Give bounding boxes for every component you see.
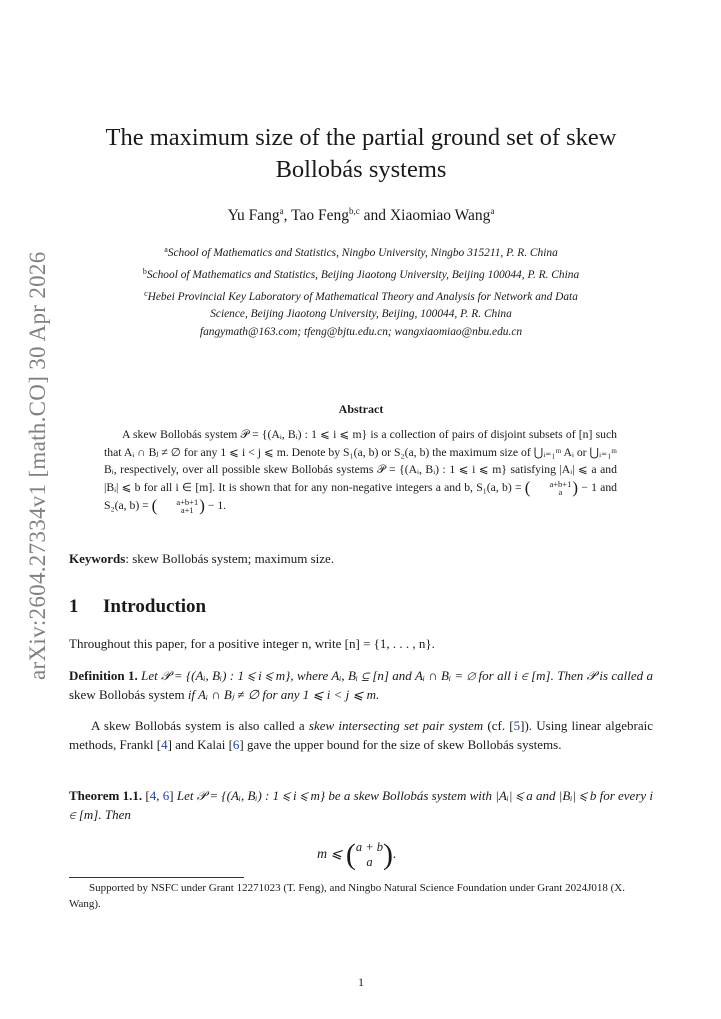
binom-paren: ( [345,838,356,871]
abstract-text: A skew Bollobás system 𝒫 = {(Aᵢ, Bᵢ) : 1 ⩽ i ⩽ m} is a collection of pairs of disjoint subsets of [n] such that Aᵢ ∩ Bⱼ ≠ ∅ for any 1 ⩽ i < j ⩽ m. Denote by S₁(a, b) or S₂(a, b) the maximum size of ⋃ᵢ₌₁ᵐ Aᵢ or ⋃ᵢ₌₁ᵐ Bᵢ, respectively, over all possible skew Bollobás systems 𝒫 = {(Aᵢ, Bᵢ) : 1 ⩽ i ⩽ m} satisfying |Aᵢ| ⩽ a and |Bᵢ| ⩽ b for all i ∈ [m]. It is shown that for any non-negative integers a and b, S₁(a, b) = [104,428,617,495]
binom-top: a + b [355,839,384,854]
para-text: ] and Kalai [ [167,737,233,752]
affiliations [69,241,653,342]
author-emails: fangymath@163.com; tfeng@bjtu.edu.cn; wangxiaomiao@nbu.edu.cn [199,326,523,339]
abstract-body [104,426,617,515]
citation-link[interactable]: 6 [162,788,170,803]
footnote-rule [69,877,244,878]
paragraph-2 [69,716,653,754]
affiliation-a [69,241,653,263]
affil-mark: c [144,288,148,298]
arxiv-identifier: arXiv:2604.27334v1 [math.CO] 30 Apr 2026 [25,251,50,680]
author-list [69,206,653,225]
binom-bottom: a+1 [180,505,194,516]
author-separator: , [283,207,292,224]
definition-block [69,666,653,704]
theorem-label: Theorem 1.1. [69,788,143,803]
affil-mark: a [164,245,168,254]
affil-text: School of Mathematics and Statistics, Beijing Jiaotong University, Beijing 100044, P. R. China [146,268,580,281]
author-name: Yu Fang [227,207,280,224]
binom-paren: ) [199,495,205,515]
definition-text: if Aᵢ ∩ Bⱼ ≠ ∅ for any 1 ⩽ i < j ⩽ m. [187,687,380,702]
theorem-cite-bracket: ] [169,788,174,803]
citation-link[interactable]: 5 [513,718,521,733]
citation-link[interactable]: 4 [161,737,168,752]
abstract-text: − 1. [207,498,227,512]
definition-term: skew Bollobás system [69,687,185,702]
affiliation-b [69,263,653,285]
author-affil-mark: a [490,206,495,216]
binom-paren: ( [151,495,158,515]
footnote: Supported by NSFC under Grant 12271023 (T. Feng), and Ningbo Natural Science Foundation under Grant 2024J018 (X. Wang). [69,882,625,910]
section-title: Introduction [103,596,207,617]
abstract-text: − 1 and S₂(a, b) = [104,481,618,512]
affil-mark: b [142,266,147,276]
binomial [158,498,198,515]
eq-lhs: m ⩽ [317,847,343,862]
eq-end: . [393,847,397,862]
author-name: Xiaomiao Wang [389,207,491,224]
theorem-cite-sep: , [156,788,163,803]
citation-link[interactable]: 4 [149,788,157,803]
keywords-text: : skew Bollobás system; maximum size. [125,551,335,566]
binomial [531,480,571,497]
para-text: ]). Using linear algebraic methods, Frankl [ [69,718,653,752]
definition-text: Let 𝒫 = {(Aᵢ, Bᵢ) : 1 ⩽ i ⩽ m}, where Aᵢ, Bᵢ ⊆ [n] and Aᵢ ∩ Bᵢ = ∅ for all i ∈ [m]. Then 𝒫 is called a [141,668,653,683]
theorem-block [69,786,653,824]
author-affil-mark: b,c [349,206,360,216]
para-text: (cf. [ [483,718,514,733]
binom-bottom: a [366,854,373,869]
binom-bottom: a [558,487,563,498]
binomial [356,840,383,870]
paper-title [69,122,653,186]
para-emphasis: skew intersecting set pair system [308,718,484,733]
keywords-label: Keywords [69,551,126,566]
author-separator: and [359,207,390,224]
display-equation [317,838,397,878]
theorem-text: Let 𝒫 = {(Aᵢ, Bᵢ) : 1 ⩽ i ⩽ m} be a skew Bollobás system with |Aᵢ| ⩽ a and |Bᵢ| ⩽ b for every i ∈ [m]. Then [69,788,654,822]
para-text: A skew Bollobás system is also called a [91,718,309,733]
section-number: 1 [69,596,79,617]
binom-top: a+b+1 [176,496,199,507]
intro-paragraph: Throughout this paper, for a positive integer n, write [n] = {1, . . . , n}. [69,636,435,651]
keywords [69,551,653,567]
binom-paren: ) [383,838,394,871]
theorem-cite-bracket: [ [145,788,150,803]
binom-paren: ) [572,478,579,498]
affiliation-c [69,285,653,307]
binom-paren: ( [524,478,531,498]
definition-label: Definition 1. [69,668,138,683]
page-number: 1 [358,975,364,989]
title-line-1: The maximum size of the partial ground set of skew [105,124,617,151]
author-affil-mark: a [279,206,284,216]
affiliation-c-cont: Science, Beijing Jiaotong University, Beijing, 100044, P. R. China [210,308,512,321]
binom-top: a+b+1 [549,478,572,489]
affil-text: School of Mathematics and Statistics, Ningbo University, Ningbo 315211, P. R. China [167,247,558,259]
section-heading [69,596,206,618]
affil-text: Hebei Provincial Key Laboratory of Mathematical Theory and Analysis for Network and Data [147,290,578,303]
para-text: ] gave the upper bound for the size of skew Bollobás systems. [239,737,562,752]
title-line-2: Bollobás systems [275,156,447,183]
abstract-heading: Abstract [338,402,384,416]
author-name: Tao Feng [291,207,350,224]
citation-link[interactable]: 6 [232,737,240,752]
